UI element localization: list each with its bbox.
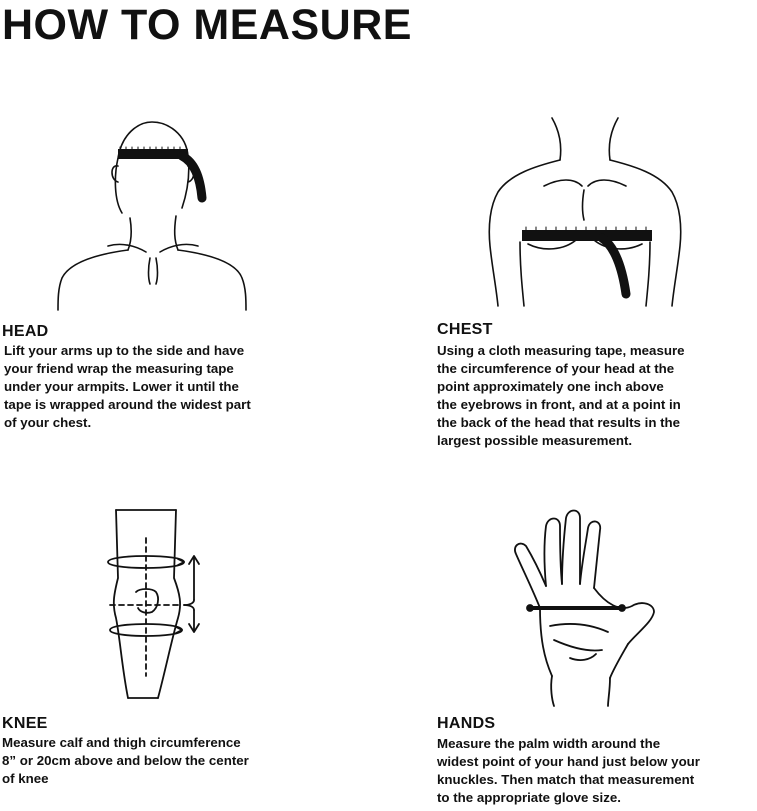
hands-line: knuckles. Then match that measurement: [437, 772, 695, 787]
hands-line: widest point of your hand just below your: [437, 754, 700, 769]
knee-heading: KNEE: [2, 715, 48, 732]
chest-line: point approximately one inch above: [437, 379, 664, 394]
hands-line: to the appropriate glove size.: [437, 790, 621, 805]
chest-line: the back of the head that results in the: [437, 415, 681, 430]
hands-heading: HANDS: [437, 715, 496, 732]
head-heading: HEAD: [2, 323, 49, 340]
knee-line: 8” or 20cm above and below the center: [2, 753, 249, 768]
page-title: HOW TO MEASURE: [2, 1, 412, 49]
hands-line: Measure the palm width around the: [437, 736, 661, 751]
chest-line: the eyebrows in front, and at a point in: [437, 397, 681, 412]
head-line: your friend wrap the measuring tape: [4, 361, 234, 376]
head-line: tape is wrapped around the widest part: [4, 397, 251, 412]
hand-measuring-tape-icon: [510, 508, 670, 708]
head-line: of your chest.: [4, 415, 92, 430]
head-instructions: [4, 342, 251, 432]
head-line: Lift your arms up to the side and have: [4, 343, 245, 358]
chest-heading: CHEST: [437, 321, 493, 338]
head-line: under your armpits. Lower it until the: [4, 379, 239, 394]
chest-line: largest possible measurement.: [437, 433, 633, 448]
chest-line: Using a cloth measuring tape, measure: [437, 343, 685, 358]
chest-measuring-tape-icon: [480, 116, 700, 311]
knee-line: of knee: [2, 771, 49, 786]
head-measuring-tape-icon: [52, 118, 252, 313]
knee-line: Measure calf and thigh circumference: [2, 735, 241, 750]
knee-measuring-icon: [100, 508, 210, 704]
chest-line: the circumference of your head at the: [437, 361, 675, 376]
hands-instructions: [437, 735, 700, 807]
knee-instructions: [2, 734, 249, 788]
chest-instructions: [437, 342, 685, 450]
